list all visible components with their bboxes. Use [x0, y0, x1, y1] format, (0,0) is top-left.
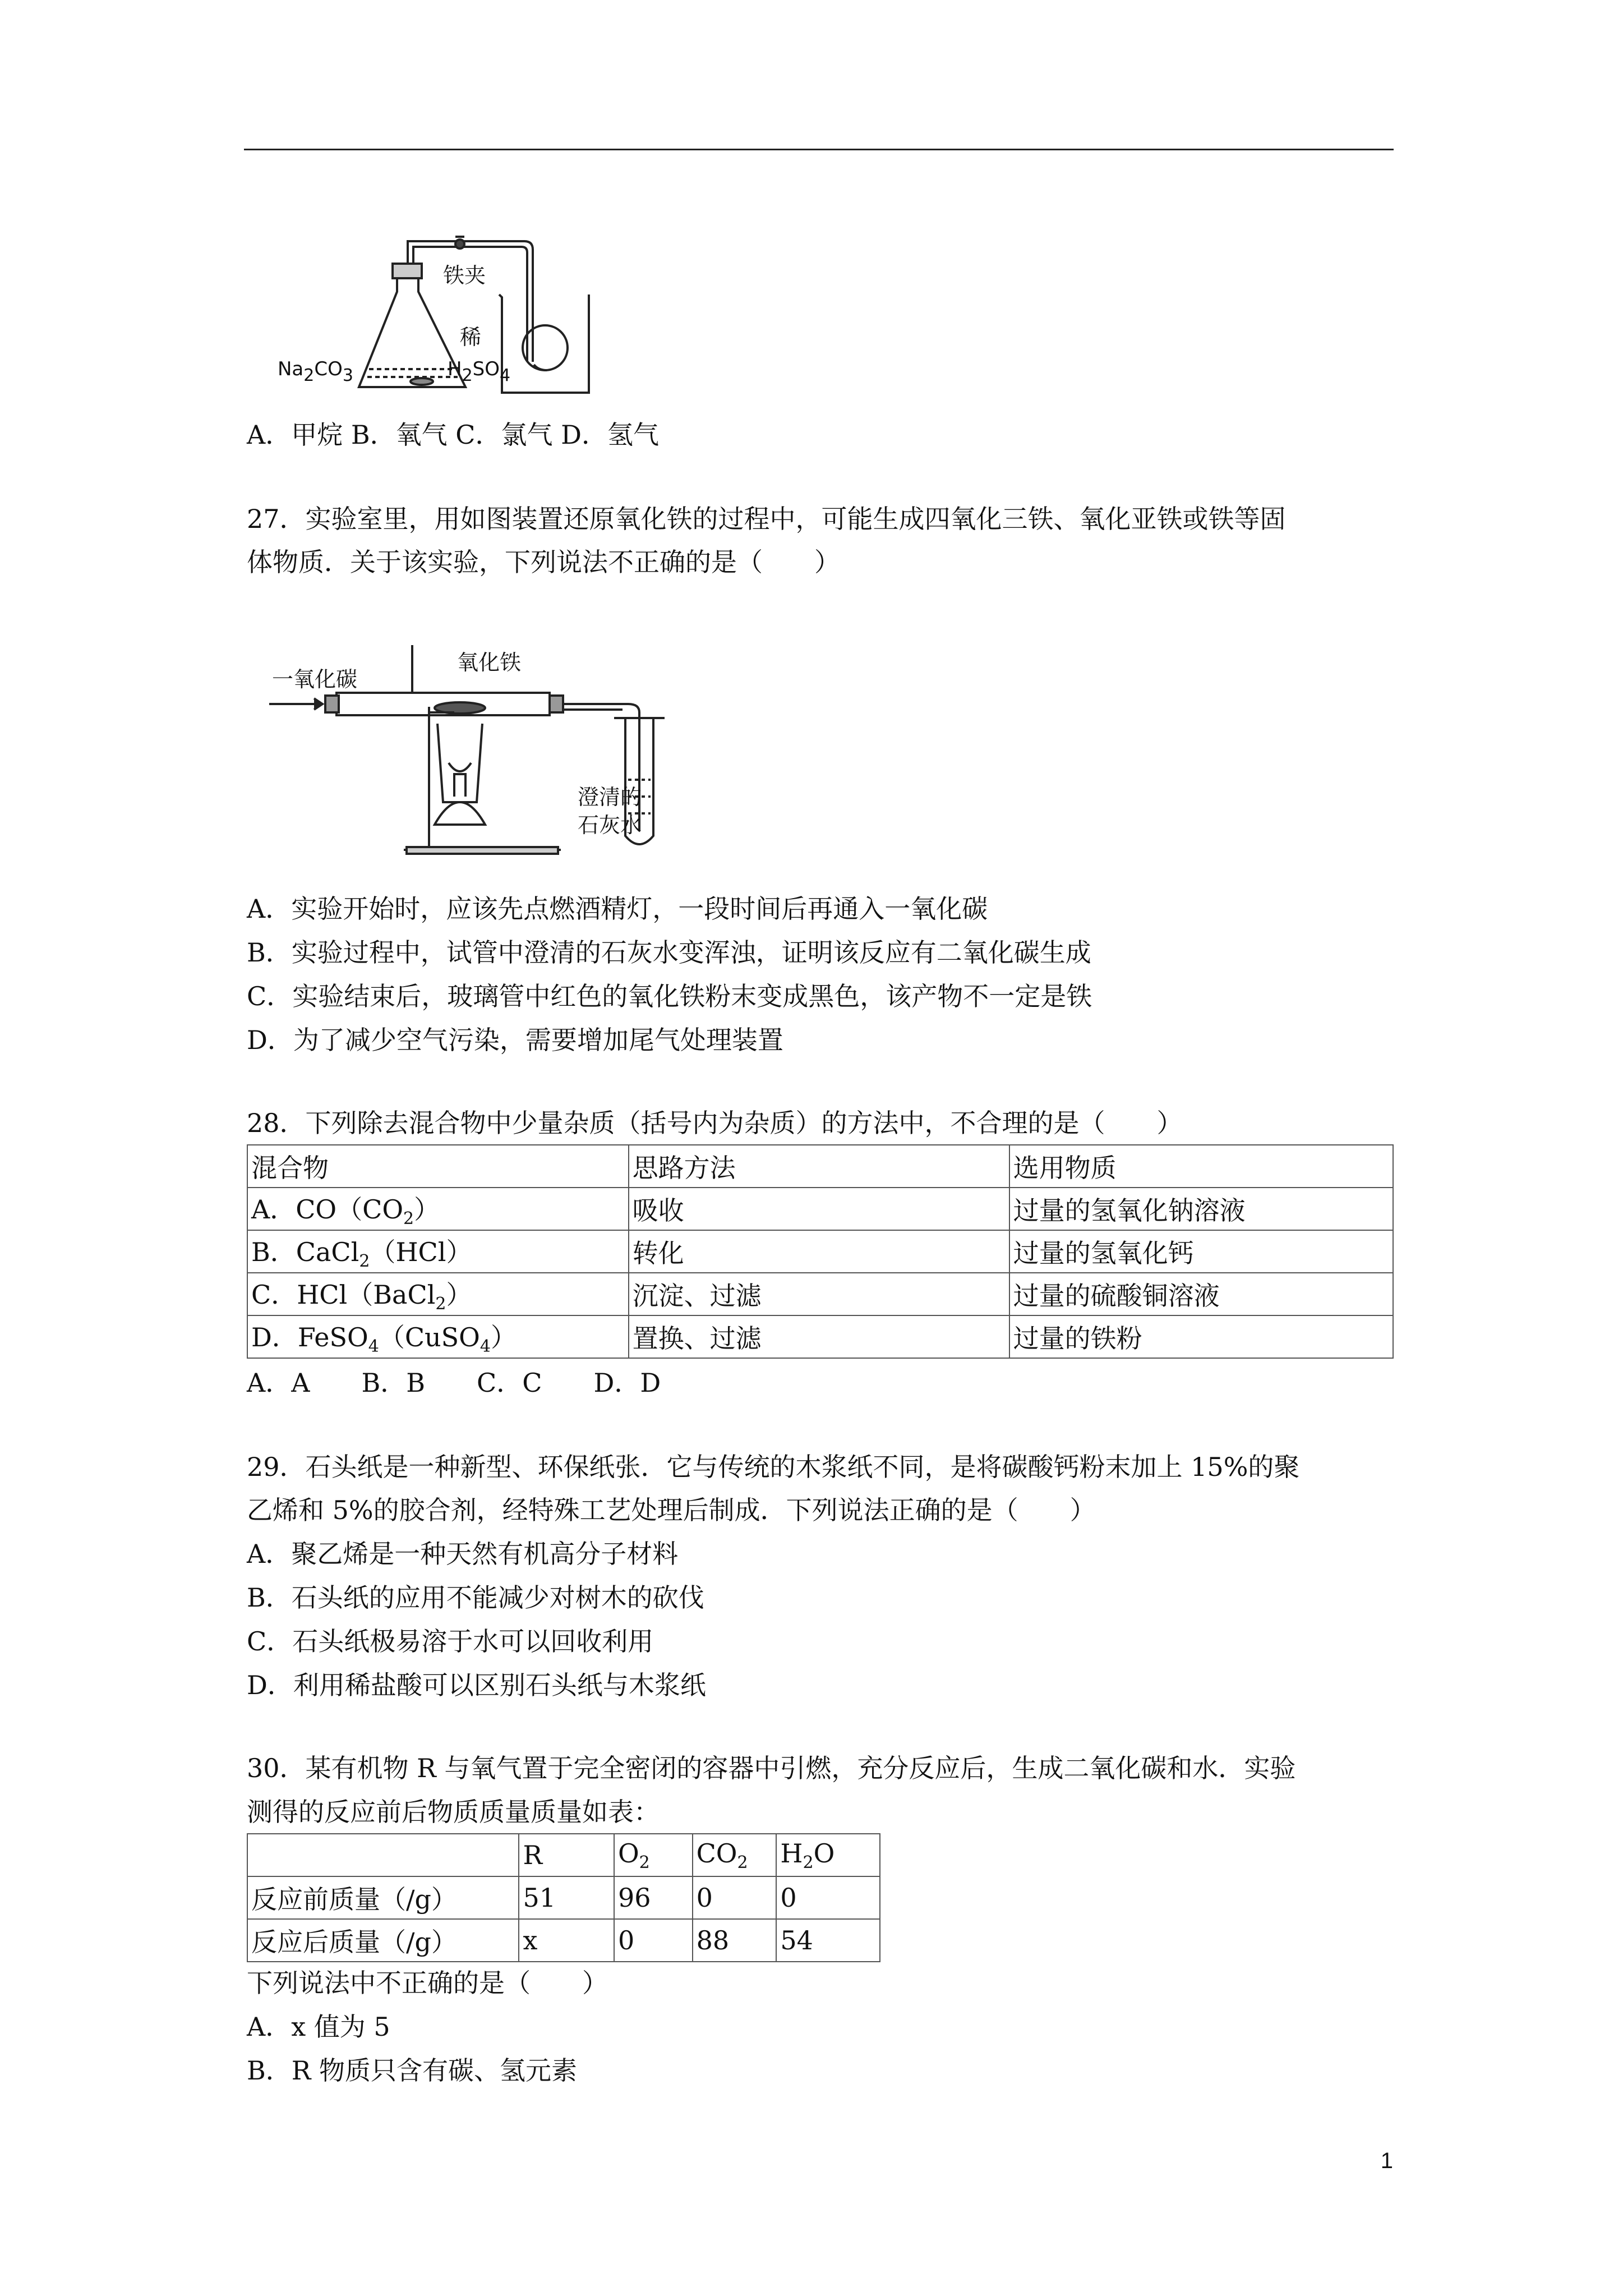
q27-option-d: D．为了减少空气污染，需要增加尾气处理装置: [247, 1025, 783, 1055]
header-rule: [244, 149, 1394, 150]
label-iron-oxide: 氧化铁: [457, 650, 522, 675]
table-row: [247, 1230, 1393, 1273]
table-header-row: [247, 1834, 880, 1876]
table-cell: 吸收: [629, 1188, 1009, 1230]
q30-option-a: A．x 值为 5: [247, 2012, 390, 2042]
table-cell: 过量的氢氧化钙: [1009, 1230, 1393, 1273]
q26-options: A．甲烷 B．氧气 C．氯气 D．氢气: [247, 420, 659, 450]
q28-table: [247, 1144, 1394, 1359]
table-cell: 54: [776, 1919, 880, 1962]
label-iron-clamp: 铁夹: [443, 263, 486, 288]
table-cell: 置换、过滤: [629, 1315, 1009, 1358]
label-limewater-2: 石灰水: [578, 813, 642, 838]
q29-option-a: A．聚乙烯是一种天然有机高分子材料: [247, 1539, 679, 1569]
alcohol-lamp: [435, 802, 485, 825]
q28-options: A．A B．B C．C D．D: [247, 1368, 661, 1398]
q27-option-b: B．实验过程中，试管中澄清的石灰水变浑浊，证明该反应有二氧化碳生成: [247, 937, 1091, 968]
table-cell: 反应后质量（/g）: [247, 1919, 519, 1962]
q30-stem-line2: 测得的反应前后物质质量质量如表：: [247, 1797, 660, 1827]
table-cell: B．CaCl$_2$（HCl）: [247, 1230, 629, 1273]
table-header: $H_2O$: [776, 1834, 880, 1876]
q30-stem-line1: 30．某有机物 R 与氧气置于完全密闭的容器中引燃，充分反应后，生成二氧化碳和水．实验: [247, 1753, 1296, 1783]
q27-option-c: C．实验结束后，玻璃管中红色的氧化铁粉末变成黑色，该产物不一定是铁: [247, 981, 1092, 1011]
table-cell: x: [519, 1919, 614, 1962]
table-cell: 反应前质量（/g）: [247, 1876, 519, 1919]
page-number: 1: [1380, 2148, 1393, 2173]
q29-option-b: B．石头纸的应用不能减少对树木的砍伐: [247, 1582, 704, 1613]
table-cell: D．FeSO$_4$（CuSO$_4$）: [247, 1315, 629, 1358]
q30-after-table: 下列说法中不正确的是（ ）: [247, 1968, 608, 1998]
q29-stem-line2: 乙烯和 5%的胶合剂，经特殊工艺处理后制成．下列说法正确的是（ ）: [247, 1495, 1096, 1525]
table-header: 选用物质: [1009, 1145, 1393, 1188]
q27-option-a: A．实验开始时，应该先点燃酒精灯，一段时间后再通入一氧化碳: [247, 894, 988, 924]
label-carbon-monoxide: 一氧化碳: [272, 667, 358, 692]
table-row: [247, 1273, 1393, 1315]
table-cell: 0: [776, 1876, 880, 1919]
q30-table: [247, 1833, 880, 1962]
label-na2co3: Na2CO3: [278, 358, 353, 385]
beaker: [499, 295, 589, 393]
table-header: R: [519, 1834, 614, 1876]
table-cell: 过量的铁粉: [1009, 1315, 1393, 1358]
label-h2so4: H2SO4: [448, 358, 511, 385]
table-cell: 0: [614, 1919, 693, 1962]
table-header: $CO_2$: [693, 1834, 777, 1876]
q27-stem-line2: 体物质．关于该实验，下列说法不正确的是（ ）: [247, 547, 840, 577]
table-cell: 过量的氢氧化钠溶液: [1009, 1188, 1393, 1230]
q28-stem: 28．下列除去混合物中少量杂质（括号内为杂质）的方法中，不合理的是（ ）: [247, 1108, 1183, 1138]
table-header: 思路方法: [629, 1145, 1009, 1188]
table-cell: 96: [614, 1876, 693, 1919]
flask-stopper: [393, 264, 422, 278]
table-cell: 沉淀、过滤: [629, 1273, 1009, 1315]
table-row: [247, 1876, 880, 1919]
q29-option-c: C．石头纸极易溶于水可以回收利用: [247, 1626, 654, 1657]
table-cell: 51: [519, 1876, 614, 1919]
table-cell: C．HCl（BaCl$_2$）: [247, 1273, 629, 1315]
table-row: [247, 1315, 1393, 1358]
table-cell: 过量的硫酸铜溶液: [1009, 1273, 1393, 1315]
table-cell: 88: [693, 1919, 777, 1962]
table-header: 混合物: [247, 1145, 629, 1188]
table-header-row: [247, 1145, 1393, 1188]
table-row: [247, 1919, 880, 1962]
table-header: $O_2$: [614, 1834, 693, 1876]
label-dilute: 稀: [460, 325, 482, 349]
q29-option-d: D．利用稀盐酸可以区别石头纸与木浆纸: [247, 1670, 706, 1700]
table-cell: 转化: [629, 1230, 1009, 1273]
q30-option-b: B．R 物质只含有碳、氢元素: [247, 2055, 578, 2086]
table-cell: A．$CO(CO_2)$: [247, 1188, 629, 1230]
q29-stem-line1: 29．石头纸是一种新型、环保纸张．它与传统的木浆纸不同，是将碳酸钙粉末加上 15%的聚: [247, 1452, 1300, 1482]
q27-stem-line1: 27．实验室里，用如图装置还原氧化铁的过程中，可能生成四氧化三铁、氧化亚铁或铁等固: [247, 504, 1286, 534]
label-limewater-1: 澄清的: [578, 785, 642, 809]
table-row: [247, 1188, 1393, 1230]
table-cell: 0: [693, 1876, 777, 1919]
table-header: [247, 1834, 519, 1876]
